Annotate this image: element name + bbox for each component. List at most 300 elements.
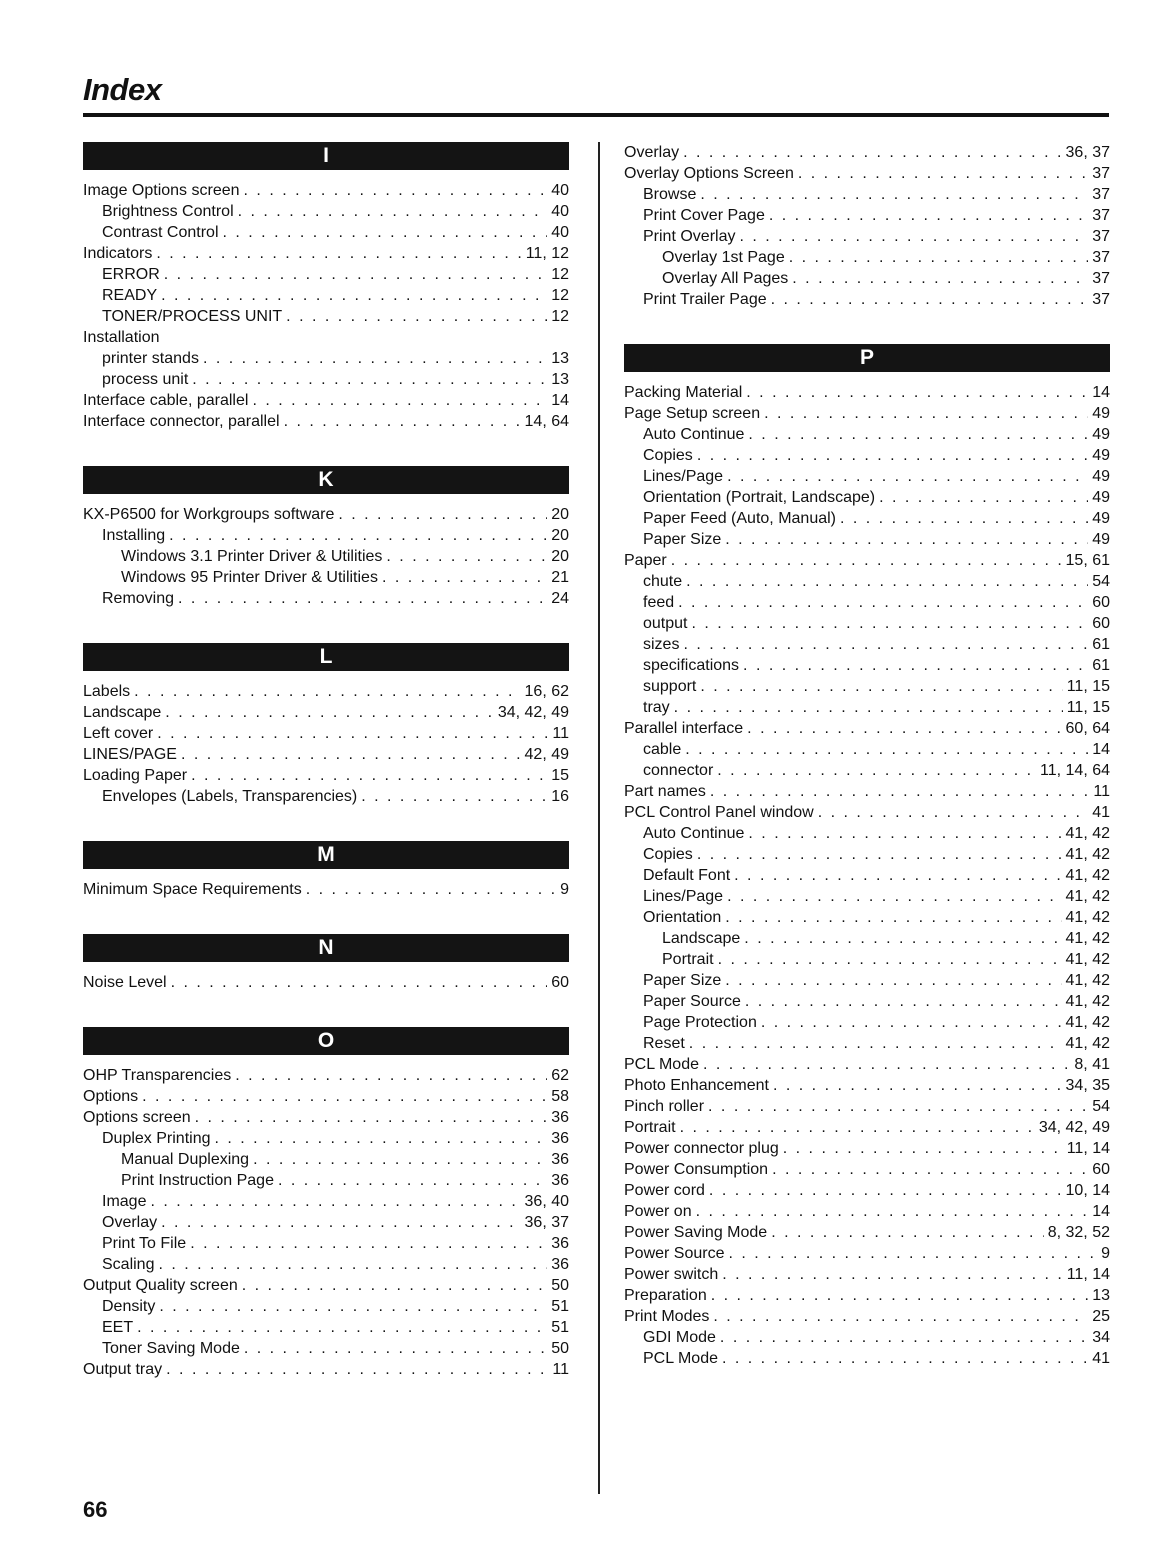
index-pages: 36: [551, 1130, 569, 1147]
index-term: Portrait: [624, 1119, 676, 1136]
dot-leader: [166, 1359, 548, 1380]
section-gap: [83, 900, 569, 934]
index-term: Landscape: [662, 930, 741, 947]
index-pages: 40: [551, 203, 569, 220]
index-pages: 24: [551, 590, 569, 607]
index-pages: 10, 14: [1065, 1182, 1110, 1199]
dot-leader: [725, 529, 1088, 550]
index-pages: 60: [1092, 594, 1110, 611]
index-entry: [83, 327, 569, 348]
dot-leader: [137, 1317, 547, 1338]
index-entry: [624, 634, 1110, 655]
index-pages: 51: [551, 1298, 569, 1315]
index-term: Portrait: [662, 951, 714, 968]
index-pages: 37: [1092, 165, 1110, 182]
index-entry: [624, 424, 1110, 445]
index-term: Interface connector, parallel: [83, 413, 280, 430]
dot-leader: [192, 369, 547, 390]
section-spacer: [83, 869, 569, 879]
index-pages: 13: [551, 371, 569, 388]
section-spacer: [83, 962, 569, 972]
index-entry: [83, 786, 569, 807]
index-entry: [83, 681, 569, 702]
index-pages: 11, 15: [1066, 678, 1110, 695]
index-pages: 41, 42: [1065, 1014, 1110, 1031]
index-term: Orientation: [643, 909, 722, 926]
dot-leader: [671, 550, 1062, 571]
index-pages: 37: [1092, 291, 1110, 308]
index-pages: 60: [551, 974, 569, 991]
index-pages: 16: [551, 788, 569, 805]
index-entry: [83, 972, 569, 993]
index-pages: 50: [551, 1277, 569, 1294]
index-pages: 9: [560, 881, 569, 898]
index-entry: [83, 348, 569, 369]
index-entry: [83, 546, 569, 567]
index-term: Options screen: [83, 1109, 191, 1126]
index-term: Overlay All Pages: [662, 270, 789, 287]
dot-leader: [743, 655, 1088, 676]
index-pages: 41, 42: [1065, 909, 1110, 926]
index-entry: [624, 676, 1110, 697]
index-term: Packing Material: [624, 384, 743, 401]
index-pages: 13: [551, 350, 569, 367]
dot-leader: [134, 681, 520, 702]
index-entry: [83, 702, 569, 723]
dot-leader: [181, 744, 521, 765]
index-pages: 12: [551, 287, 569, 304]
index-term: Labels: [83, 683, 131, 700]
index-term: READY: [102, 287, 158, 304]
dot-leader: [678, 592, 1088, 613]
index-entry: [624, 1012, 1110, 1033]
index-term: Toner Saving Mode: [102, 1340, 240, 1357]
dot-leader: [789, 247, 1088, 268]
section-spacer: [83, 170, 569, 180]
dot-leader: [818, 802, 1088, 823]
index-term: Orientation (Portrait, Landscape): [643, 489, 876, 506]
index-pages: 49: [1092, 405, 1110, 422]
index-pages: 41, 42: [1065, 867, 1110, 884]
index-term: Manual Duplexing: [121, 1151, 250, 1168]
index-pages: 8, 32, 52: [1047, 1224, 1110, 1241]
index-pages: 11, 14: [1066, 1266, 1110, 1283]
index-entry: [624, 1096, 1110, 1117]
index-term: printer stands: [102, 350, 199, 367]
index-term: chute: [643, 573, 683, 590]
index-pages: 11: [552, 1361, 569, 1378]
dot-leader: [783, 1138, 1063, 1159]
index-term: Copies: [643, 447, 693, 464]
index-entry: [83, 285, 569, 306]
section-header: M: [83, 841, 569, 869]
index-term: TONER/PROCESS UNIT: [102, 308, 283, 325]
index-entry: [624, 142, 1110, 163]
dot-leader: [708, 1096, 1088, 1117]
index-term: Print Instruction Page: [121, 1172, 274, 1189]
dot-leader: [761, 1012, 1062, 1033]
index-term: Power on: [624, 1203, 692, 1220]
index-pages: 51: [551, 1319, 569, 1336]
index-term: Power Consumption: [624, 1161, 769, 1178]
section-spacer: [83, 494, 569, 504]
index-entry: [83, 201, 569, 222]
dot-leader: [745, 991, 1062, 1012]
index-entry: [624, 403, 1110, 424]
index-term: Print Modes: [624, 1308, 710, 1325]
index-term: Power Source: [624, 1245, 725, 1262]
page-title: Index: [83, 72, 162, 107]
index-term: Lines/Page: [643, 888, 724, 905]
index-term: Envelopes (Labels, Transparencies): [102, 788, 358, 805]
index-pages: 61: [1092, 657, 1110, 674]
index-term: Overlay 1st Page: [662, 249, 785, 266]
dot-leader: [244, 180, 548, 201]
index-entry: [624, 1138, 1110, 1159]
index-entry: [83, 222, 569, 243]
index-term: Print Cover Page: [643, 207, 765, 224]
index-pages: 11: [1093, 783, 1110, 800]
dot-leader: [718, 949, 1062, 970]
dot-leader: [244, 1338, 547, 1359]
index-entry: [624, 1117, 1110, 1138]
dot-leader: [722, 1264, 1062, 1285]
section-gap: [624, 310, 1110, 344]
index-pages: 20: [551, 527, 569, 544]
index-term: Power cord: [624, 1182, 705, 1199]
index-term: Interface cable, parallel: [83, 392, 249, 409]
index-term: Image Options screen: [83, 182, 240, 199]
index-pages: 12: [551, 266, 569, 283]
index-pages: 11, 14: [1066, 1140, 1110, 1157]
dot-leader: [286, 306, 547, 327]
index-pages: 49: [1092, 489, 1110, 506]
index-pages: 13: [1092, 1287, 1110, 1304]
index-entry: [624, 697, 1110, 718]
dot-leader: [720, 1327, 1088, 1348]
index-entry: [624, 865, 1110, 886]
dot-leader: [686, 571, 1088, 592]
index-column-right: [624, 142, 1110, 1369]
section-spacer: [624, 372, 1110, 382]
index-entry: [624, 802, 1110, 823]
index-pages: 14: [551, 392, 569, 409]
dot-leader: [725, 907, 1061, 928]
index-entry: [624, 1243, 1110, 1264]
index-entry: [83, 588, 569, 609]
index-entry: [83, 1338, 569, 1359]
dot-leader: [764, 403, 1088, 424]
index-pages: 58: [551, 1088, 569, 1105]
index-pages: 34, 42, 49: [497, 704, 569, 721]
dot-leader: [739, 226, 1088, 247]
index-entry: [83, 1254, 569, 1275]
index-term: Parallel interface: [624, 720, 744, 737]
dot-leader: [772, 1159, 1088, 1180]
index-pages: 61: [1092, 636, 1110, 653]
index-entry: [624, 1033, 1110, 1054]
index-term: Output tray: [83, 1361, 163, 1378]
index-term: Indicators: [83, 245, 153, 262]
dot-leader: [159, 1296, 547, 1317]
dot-leader: [727, 466, 1088, 487]
index-entry: [83, 1065, 569, 1086]
index-term: Overlay: [624, 144, 680, 161]
index-pages: 54: [1092, 573, 1110, 590]
index-entry: [624, 289, 1110, 310]
index-term: KX-P6500 for Workgroups software: [83, 506, 335, 523]
dot-leader: [284, 411, 521, 432]
section-spacer: [83, 1055, 569, 1065]
index-pages: 14: [1092, 741, 1110, 758]
index-entry: [624, 718, 1110, 739]
index-entry: [624, 739, 1110, 760]
dot-leader: [252, 390, 547, 411]
index-entry: [83, 1170, 569, 1191]
index-term: PCL Mode: [643, 1350, 718, 1367]
index-pages: 41, 42: [1065, 825, 1110, 842]
index-entry: [624, 1285, 1110, 1306]
index-pages: 36: [551, 1235, 569, 1252]
index-term: Overlay Options Screen: [624, 165, 794, 182]
dot-leader: [161, 1212, 520, 1233]
index-entry: [83, 567, 569, 588]
index-pages: 14, 64: [524, 413, 569, 430]
section-header: N: [83, 934, 569, 962]
dot-leader: [710, 781, 1090, 802]
index-pages: 60: [1092, 1161, 1110, 1178]
column-divider: [598, 142, 600, 1494]
index-pages: 11: [552, 725, 569, 742]
dot-leader: [238, 201, 548, 222]
dot-leader: [729, 1243, 1098, 1264]
dot-leader: [696, 1201, 1089, 1222]
dot-leader: [680, 1117, 1035, 1138]
dot-leader: [685, 739, 1088, 760]
index-pages: 9: [1101, 1245, 1110, 1262]
index-pages: 16, 62: [524, 683, 569, 700]
index-pages: 36: [551, 1151, 569, 1168]
index-entry: [624, 886, 1110, 907]
index-pages: 15, 61: [1065, 552, 1110, 569]
dot-leader: [157, 723, 548, 744]
dot-leader: [792, 268, 1088, 289]
index-column-left: [83, 142, 569, 1380]
index-entry: [624, 760, 1110, 781]
index-term: Power switch: [624, 1266, 719, 1283]
index-pages: 12: [551, 308, 569, 325]
index-pages: 41, 42: [1065, 888, 1110, 905]
index-term: Print Trailer Page: [643, 291, 767, 308]
index-entry: [83, 1086, 569, 1107]
index-term: feed: [643, 594, 675, 611]
index-entry: [624, 466, 1110, 487]
index-pages: 41: [1092, 804, 1110, 821]
index-entry: [624, 550, 1110, 571]
dot-leader: [879, 487, 1088, 508]
dot-leader: [150, 1191, 520, 1212]
index-entry: [83, 1275, 569, 1296]
index-term: Minimum Space Requirements: [83, 881, 302, 898]
index-term: Installation: [83, 329, 160, 346]
dot-leader: [747, 718, 1061, 739]
dot-leader: [223, 222, 548, 243]
index-entry: [624, 907, 1110, 928]
index-pages: 40: [551, 224, 569, 241]
index-term: Removing: [102, 590, 175, 607]
index-entry: [624, 991, 1110, 1012]
dot-leader: [771, 289, 1089, 310]
index-entry: [624, 781, 1110, 802]
index-pages: 20: [551, 506, 569, 523]
dot-leader: [386, 546, 547, 567]
index-term: Default Font: [643, 867, 731, 884]
index-pages: 49: [1092, 468, 1110, 485]
index-entry: [624, 571, 1110, 592]
section-header: I: [83, 142, 569, 170]
index-pages: 36, 37: [1065, 144, 1110, 161]
index-term: Photo Enhancement: [624, 1077, 769, 1094]
index-pages: 20: [551, 548, 569, 565]
index-term: PCL Control Panel window: [624, 804, 814, 821]
index-term: Paper Feed (Auto, Manual): [643, 510, 836, 527]
index-entry: [83, 264, 569, 285]
dot-leader: [195, 1107, 548, 1128]
index-term: Left cover: [83, 725, 154, 742]
index-entry: [624, 1348, 1110, 1369]
index-pages: 36, 40: [524, 1193, 569, 1210]
index-term: Power connector plug: [624, 1140, 779, 1157]
index-pages: 42, 49: [524, 746, 569, 763]
index-entry: [83, 1128, 569, 1149]
index-pages: 50: [551, 1340, 569, 1357]
dot-leader: [169, 525, 547, 546]
index-term: Paper Size: [643, 531, 722, 548]
section-gap: [83, 993, 569, 1027]
index-pages: 49: [1092, 426, 1110, 443]
dot-leader: [748, 424, 1088, 445]
index-pages: 41: [1092, 1350, 1110, 1367]
index-entry: [83, 390, 569, 411]
index-term: Auto Continue: [643, 426, 745, 443]
dot-leader: [203, 348, 547, 369]
index-pages: 60: [1092, 615, 1110, 632]
dot-leader: [691, 613, 1088, 634]
index-pages: 36: [551, 1109, 569, 1126]
index-pages: 37: [1092, 207, 1110, 224]
index-pages: 41, 42: [1065, 930, 1110, 947]
index-entry: [624, 445, 1110, 466]
index-pages: 21: [551, 569, 569, 586]
dot-leader: [697, 445, 1088, 466]
index-term: process unit: [102, 371, 189, 388]
dot-leader: [235, 1065, 547, 1086]
index-term: support: [643, 678, 697, 695]
index-entry: [624, 184, 1110, 205]
index-pages: 36, 37: [524, 1214, 569, 1231]
index-term: specifications: [643, 657, 740, 674]
index-entry: [624, 1306, 1110, 1327]
index-entry: [624, 655, 1110, 676]
index-pages: 41, 42: [1065, 972, 1110, 989]
index-entry: [624, 1222, 1110, 1243]
index-pages: 41, 42: [1065, 951, 1110, 968]
index-entry: [624, 1159, 1110, 1180]
section-gap: [83, 807, 569, 841]
section-header: K: [83, 466, 569, 494]
dot-leader: [798, 163, 1088, 184]
index-entry: [83, 1107, 569, 1128]
index-pages: 49: [1092, 447, 1110, 464]
index-entry: [624, 970, 1110, 991]
dot-leader: [773, 1075, 1062, 1096]
dot-leader: [709, 1180, 1062, 1201]
index-term: Reset: [643, 1035, 685, 1052]
index-entry: [83, 1359, 569, 1380]
index-pages: 14: [1092, 1203, 1110, 1220]
dot-leader: [253, 1149, 547, 1170]
dot-leader: [722, 1348, 1088, 1369]
dot-leader: [840, 508, 1088, 529]
index-term: output: [643, 615, 688, 632]
index-entry: [624, 949, 1110, 970]
index-term: Loading Paper: [83, 767, 188, 784]
index-pages: 60, 64: [1065, 720, 1110, 737]
section-spacer: [83, 671, 569, 681]
page-number: 66: [83, 1497, 108, 1522]
index-term: PCL Mode: [624, 1056, 699, 1073]
index-term: LINES/PAGE: [83, 746, 177, 763]
dot-leader: [771, 1222, 1044, 1243]
index-entry: [624, 508, 1110, 529]
index-entry: [83, 1317, 569, 1338]
dot-leader: [711, 1285, 1088, 1306]
index-term: Print To File: [102, 1235, 187, 1252]
dot-leader: [361, 786, 547, 807]
index-term: EET: [102, 1319, 134, 1336]
index-term: Duplex Printing: [102, 1130, 211, 1147]
index-entry: [624, 1075, 1110, 1096]
index-pages: 62: [551, 1067, 569, 1084]
index-term: Density: [102, 1298, 156, 1315]
index-pages: 40: [551, 182, 569, 199]
index-pages: 37: [1092, 186, 1110, 203]
index-entry: [624, 1327, 1110, 1348]
index-entry: [624, 613, 1110, 634]
index-term: Part names: [624, 783, 706, 800]
section-header: P: [624, 344, 1110, 372]
index-entry: [624, 268, 1110, 289]
dot-leader: [746, 382, 1088, 403]
index-pages: 11, 14, 64: [1040, 762, 1110, 779]
index-pages: 15: [551, 767, 569, 784]
index-entry: [83, 879, 569, 900]
dot-leader: [769, 205, 1088, 226]
title-rule: [83, 113, 1109, 117]
index-entry: [83, 1212, 569, 1233]
index-term: Lines/Page: [643, 468, 724, 485]
dot-leader: [171, 972, 548, 993]
index-pages: 49: [1092, 531, 1110, 548]
dot-leader: [725, 970, 1061, 991]
index-entry: [624, 487, 1110, 508]
dot-leader: [161, 285, 547, 306]
index-entry: [624, 844, 1110, 865]
index-term: Paper Size: [643, 972, 722, 989]
dot-leader: [178, 588, 547, 609]
index-term: Windows 95 Printer Driver & Utilities: [121, 569, 378, 586]
index-term: Auto Continue: [643, 825, 745, 842]
